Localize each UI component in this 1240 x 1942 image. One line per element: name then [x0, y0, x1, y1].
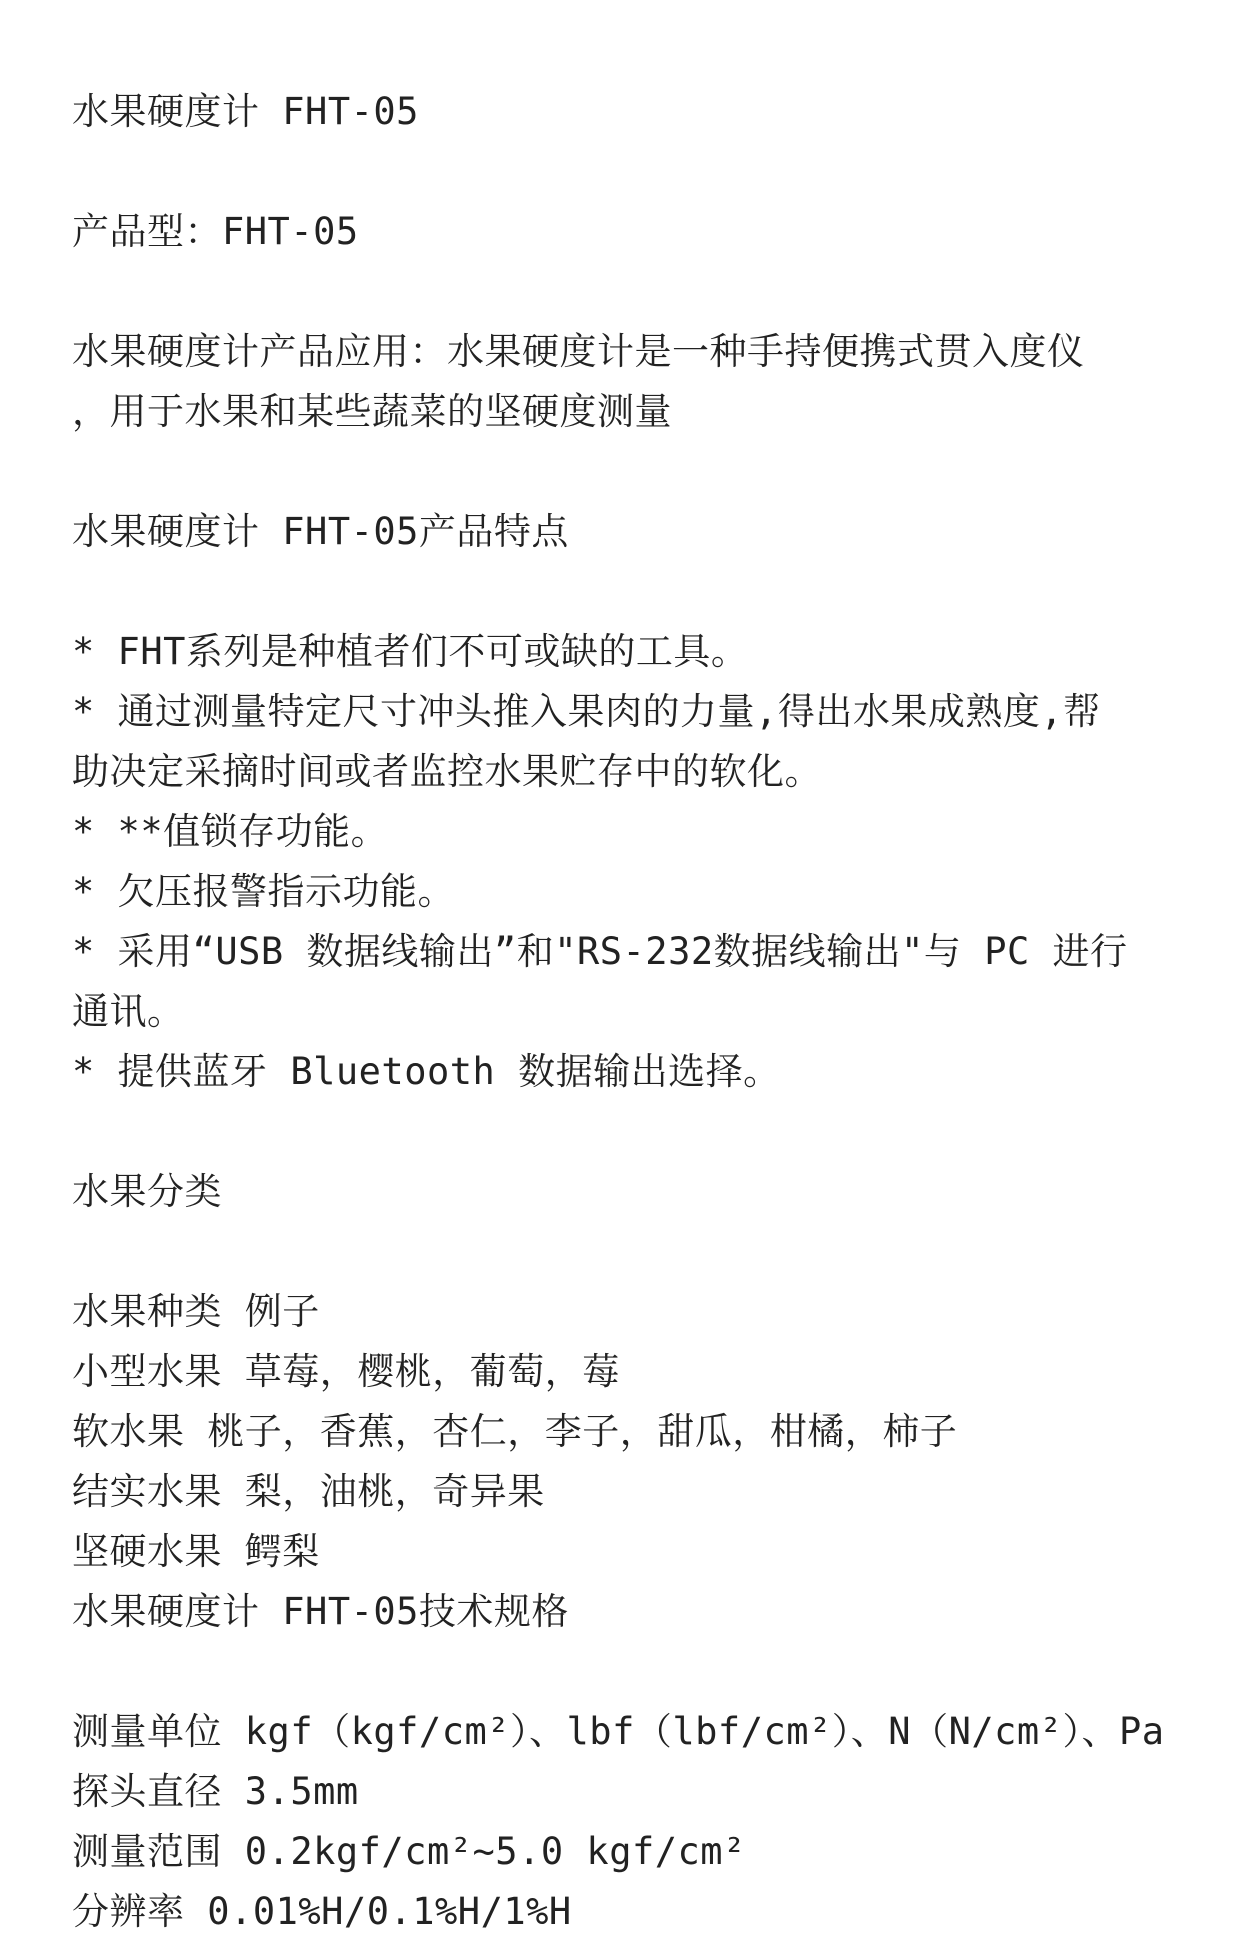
- classification-title: 水果分类: [72, 1170, 222, 1213]
- application-line-2: ，用于水果和某些蔬菜的坚硬度测量: [72, 390, 672, 433]
- feature-line: 通讯。: [72, 990, 185, 1033]
- feature-line: * 提供蓝牙 Bluetooth 数据输出选择。: [72, 1050, 781, 1093]
- application-line-1: 水果硬度计产品应用：水果硬度计是一种手持便携式贯入度仪: [72, 330, 1085, 373]
- spec-row: 分辨率 0.01%H/0.1%H/1%H: [72, 1890, 572, 1933]
- product-title: 水果硬度计 FHT-05: [72, 90, 419, 133]
- specs-title: 水果硬度计 FHT-05技术规格: [72, 1590, 569, 1633]
- feature-line: * 采用“USB 数据线输出”和"RS-232数据线输出"与 PC 进行: [72, 930, 1128, 973]
- spec-row: 探头直径 3.5mm: [72, 1770, 359, 1813]
- feature-line: * 通过测量特定尺寸冲头推入果肉的力量,得出水果成熟度,帮: [72, 690, 1101, 733]
- classification-row: 坚硬水果 鳄梨: [72, 1530, 320, 1573]
- feature-line: * **值锁存功能。: [72, 810, 389, 853]
- document-body: [72, 82, 1165, 1942]
- classification-row: 水果种类 例子: [72, 1290, 320, 1333]
- classification-row: 结实水果 梨，油桃，奇异果: [72, 1470, 545, 1513]
- feature-line: 助决定采摘时间或者监控水果贮存中的软化。: [72, 750, 822, 793]
- spec-row: 测量单位 kgf（kgf/cm²）、lbf（lbf/cm²）、N（N/cm²）、Pa: [72, 1710, 1165, 1753]
- feature-line: * 欠压报警指示功能。: [72, 870, 456, 913]
- features-title: 水果硬度计 FHT-05产品特点: [72, 510, 569, 553]
- classification-row: 小型水果 草莓，樱桃，葡萄，莓: [72, 1350, 620, 1393]
- product-model: 产品型：FHT-05: [72, 210, 359, 253]
- feature-line: * FHT系列是种植者们不可或缺的工具。: [72, 630, 749, 673]
- classification-row: 软水果 桃子，香蕉，杏仁，李子，甜瓜，柑橘，柿子: [72, 1410, 958, 1453]
- spec-row: 测量范围 0.2kgf/cm²~5.0 kgf/cm²: [72, 1830, 746, 1873]
